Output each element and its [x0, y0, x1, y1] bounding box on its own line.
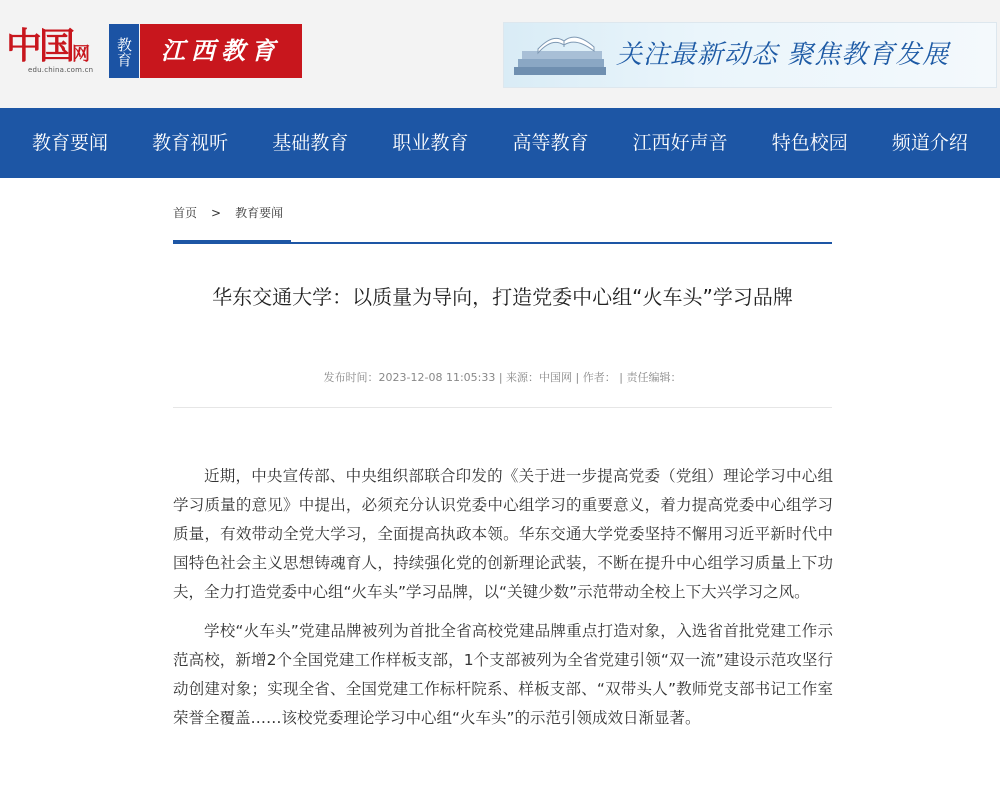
nav-item-higher-edu[interactable]: 高等教育	[512, 132, 589, 154]
breadcrumb-divider-accent	[173, 240, 291, 244]
header-banner	[503, 22, 997, 88]
article-paragraph: 近期，中央宣传部、中央组织部联合印发的《关于进一步提高党委（党组）理论学习中心组学习质量的意见》中提出，必须充分认识党委中心组学习的重要意义，着力提高党委中心组学习质量，有效带动全党大学习，全面提高执政本领。华东交通大学党委坚持不懈用习近平新时代中国特色社会主义思想铸魂育人，持续强化党的创新理论武装，不断在提升中心组学习质量上下功夫，全力打造党委中心组“火车头”学习品牌，以“关键少数”示范带动全校上下大兴学习之风。	[173, 467, 833, 601]
site-logo[interactable]	[6, 22, 306, 82]
nav-item-vocational-edu[interactable]: 职业教育	[392, 132, 469, 154]
nav-item-channel-intro[interactable]: 频道介绍	[891, 132, 968, 154]
nav-item-jiangxi-voice[interactable]: 江西好声音	[632, 132, 728, 154]
article-title: 华东交通大学：以质量为导向，打造党委中心组“火车头”学习品牌	[212, 285, 793, 309]
logo-url: edu.china.com.cn	[28, 66, 94, 74]
breadcrumb-current[interactable]: 教育要闻	[235, 206, 284, 220]
banner-slogan: 关注最新动态 聚焦教育发展	[616, 40, 950, 70]
nav-item-featured-campus[interactable]: 特色校园	[771, 132, 848, 154]
meta-divider	[173, 407, 832, 408]
breadcrumb-home[interactable]: 首页	[173, 206, 198, 220]
breadcrumb	[173, 204, 283, 221]
main-nav	[0, 108, 1000, 178]
logo-net: 网	[72, 44, 90, 65]
breadcrumb-separator: >	[211, 206, 222, 220]
article-meta: 发布时间：2023-12-08 11:05:33 | 来源：中国网 | 作者： | 责任编辑：	[323, 371, 682, 384]
books-icon	[508, 27, 618, 85]
site-header	[0, 0, 1000, 108]
article-body	[173, 462, 833, 743]
china-com-logo[interactable]	[6, 22, 104, 80]
nav-item-news[interactable]: 教育要闻	[32, 132, 109, 154]
nav-item-video[interactable]: 教育视听	[152, 132, 229, 154]
article-paragraph: 学校“火车头”党建品牌被列为首批全省高校党建品牌重点打造对象，入选省首批党建工作示范高校，新增2个全国党建工作样板支部，1个支部被列为全省党建引领“双一流”建设示范攻坚行动创建对象；实现全省、全国党建工作标杆院系、样板支部、“双带头人”教师党支部书记工作室荣誉全覆盖……该校党委理论学习中心组“火车头”的示范引领成效日渐显著。	[173, 622, 833, 727]
logo-mark: 中国	[6, 25, 73, 67]
logo-edu-badge[interactable]: 教育	[109, 24, 139, 78]
logo-channel-name[interactable]: 江西教育	[140, 24, 302, 78]
nav-item-basic-edu[interactable]: 基础教育	[272, 132, 349, 154]
